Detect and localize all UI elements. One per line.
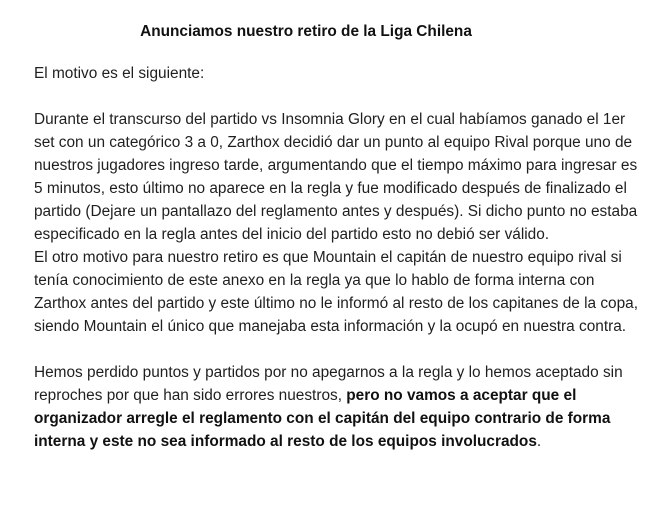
paragraph-spacer [34,85,646,108]
intro-line: El motivo es el siguiente: [34,65,205,82]
paragraph-first-reason: Durante el transcurso del partido vs Insomnia Glory en el cual habíamos ganado el 1er set con un categórico 3 a 0, Zarthox decidió dar un punto al equipo Rival porque uno de nuestros jugadores ingreso tarde, argumentando que el tiempo máximo para ingresar es 5 minutos, esto último no aparece en la regla y fue modificado después de finalizado el partido (Dejare un pantallazo del reglamento antes y después). Si dicho punto no estaba especificado en la regla antes del inicio del partido esto no debió ser válido. [34,111,638,243]
paragraph-second-reason: El otro motivo para nuestro retiro es que Mountain el capitán de nuestro equipo rival si tenía conocimiento de este anexo en la regla ya que lo hablo de forma interna con Zarthox antes del partido y este último no le informó al resto de los capitanes de la copa, siendo Mountain el único que manejaba esta información y la ocupó en nuestra contra. [34,249,638,335]
document-title: Anunciamos nuestro retiro de la Liga Chilena [140,23,472,40]
conclusion-bold-text: pero no vamos a aceptar que el organizador arregle el reglamento con el capitán del equipo contrario de forma interna y este no sea informado al resto de los equipos involucrados [34,387,611,450]
paragraph-spacer [34,338,646,361]
conclusion-regular-text: Hemos perdido puntos y partidos por no apegarnos a la regla y lo hemos aceptado sin reproches por que han sido errores nuestros, [34,364,623,404]
announcement-document [34,22,646,453]
conclusion-end-text: . [536,433,542,450]
paragraph-conclusion [34,361,646,453]
